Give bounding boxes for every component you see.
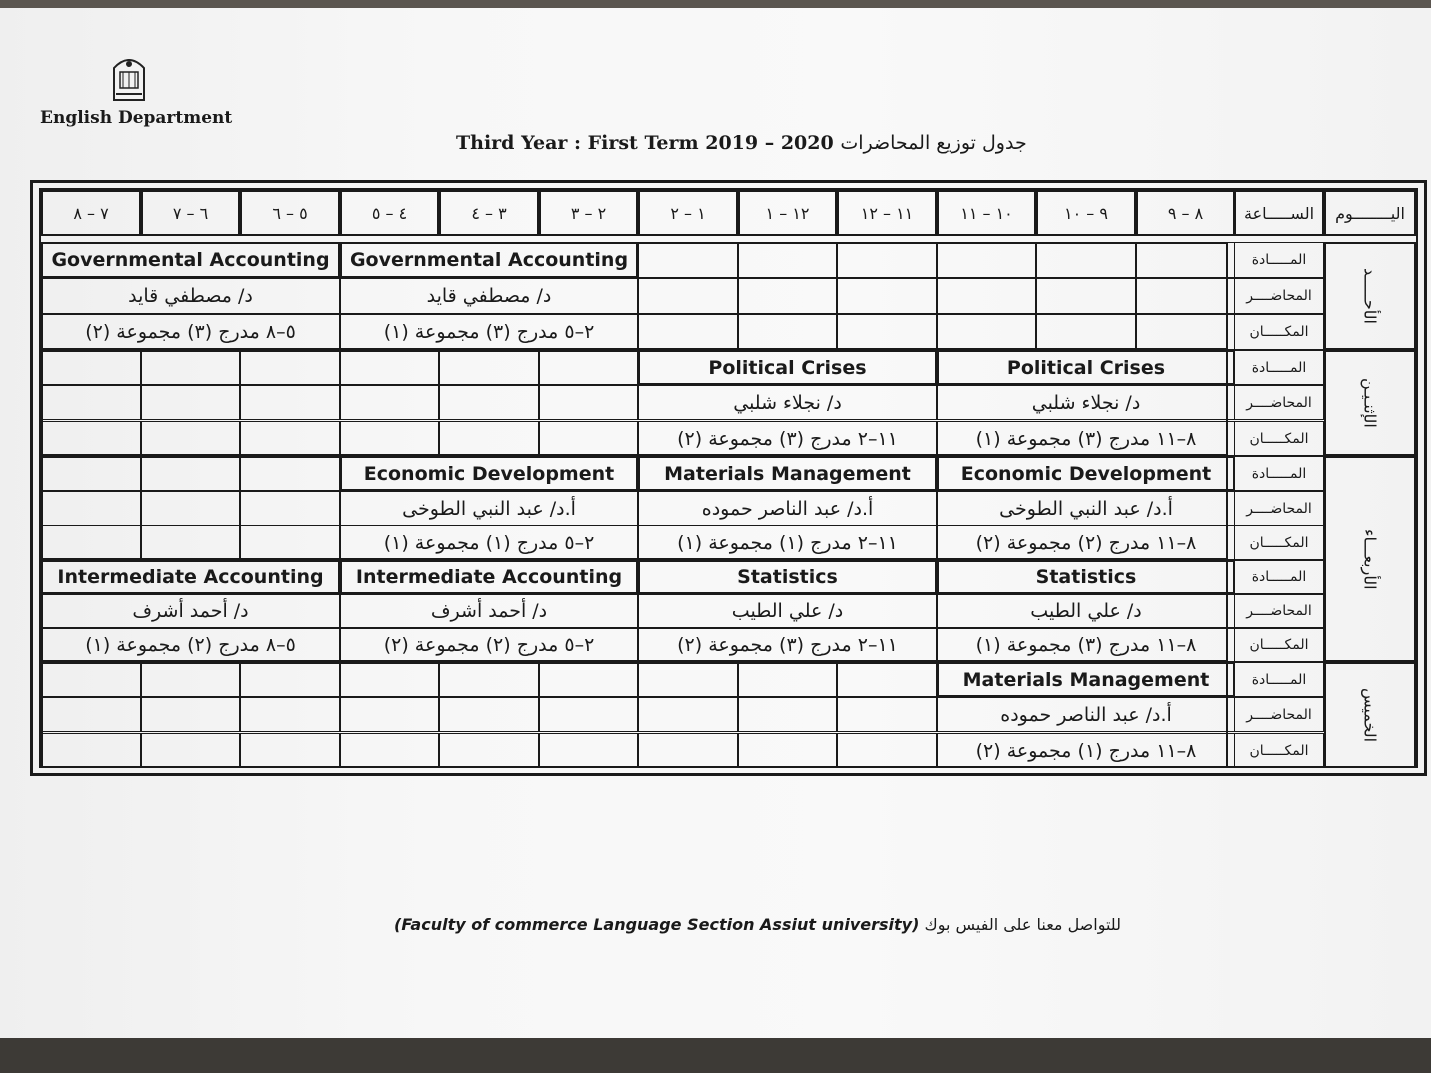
footer-note — [394, 915, 1121, 934]
row-label: المكـــــان — [1234, 314, 1324, 350]
day-name — [1324, 662, 1416, 768]
course-name: Statistics — [638, 560, 937, 594]
empty-cell — [439, 385, 539, 420]
empty-cell — [837, 662, 937, 697]
lecture-place: ١١–٢ مدرج (٣) مجموعة (٢) — [638, 421, 937, 456]
empty-cell — [837, 278, 937, 314]
title-english: Third Year : First Term 2019 – 2020 — [456, 132, 834, 154]
lecture-place: ١١–٢ مدرج (١) مجموعة (١) — [638, 525, 937, 560]
empty-cell — [1036, 278, 1136, 314]
lecturer-name: د/ علي الطيب — [638, 594, 937, 628]
row-label: المحاضــــر — [1234, 594, 1324, 628]
empty-cell — [738, 697, 837, 732]
footer-arabic: للتواصل معنا على الفيس بوك — [924, 915, 1121, 934]
empty-cell — [539, 733, 638, 768]
time-slot-header: ١٢ – ١ — [738, 190, 837, 236]
row-label: المـــــادة — [1234, 456, 1324, 491]
empty-cell — [638, 662, 738, 697]
empty-cell — [439, 662, 539, 697]
lecturer-name: د/ مصطفي قايد — [340, 278, 638, 314]
empty-cell — [937, 242, 1036, 278]
empty-cell — [1136, 314, 1235, 350]
lecture-place: ٢–٥ مدرج (١) مجموعة (١) — [340, 525, 638, 560]
empty-cell — [240, 385, 340, 420]
empty-cell — [41, 350, 141, 385]
day-name — [1324, 242, 1416, 350]
lecturer-name: أ.د/ عبد النبي الطوخى — [937, 491, 1235, 526]
empty-cell — [837, 242, 937, 278]
lecture-place: ٥–٨ مدرج (٢) مجموعة (١) — [41, 628, 340, 662]
lecture-place: ٥–٨ مدرج (٣) مجموعة (٢) — [41, 314, 340, 350]
lecturer-name: د/ أحمد أشرف — [340, 594, 638, 628]
row-label: المكـــــان — [1234, 525, 1324, 560]
empty-cell — [1136, 242, 1235, 278]
empty-cell — [41, 525, 141, 560]
course-name: Political Crises — [937, 350, 1235, 385]
empty-cell — [141, 662, 240, 697]
lecturer-name: أ.د/ عبد الناصر حموده — [638, 491, 937, 526]
empty-cell — [340, 385, 439, 420]
course-name: Intermediate Accounting — [41, 560, 340, 594]
row-label: المكـــــان — [1234, 421, 1324, 456]
time-slot-header: ٢ – ٣ — [539, 190, 638, 236]
empty-cell — [837, 733, 937, 768]
time-slot-header: ٥ – ٦ — [240, 190, 340, 236]
empty-cell — [340, 697, 439, 732]
empty-cell — [41, 733, 141, 768]
course-name: Materials Management — [638, 456, 937, 491]
empty-cell — [340, 733, 439, 768]
course-name: Materials Management — [937, 662, 1235, 697]
empty-cell — [638, 697, 738, 732]
day-label: الإثنـيـن — [1360, 378, 1380, 428]
empty-cell — [141, 697, 240, 732]
empty-cell — [141, 421, 240, 456]
empty-cell — [439, 421, 539, 456]
lecture-place: ٨–١١ مدرج (٣) مجموعة (١) — [937, 421, 1235, 456]
day-name — [1324, 456, 1416, 662]
lecturer-name: د/ أحمد أشرف — [41, 594, 340, 628]
empty-cell — [738, 314, 837, 350]
course-name: Governmental Accounting — [340, 242, 638, 278]
empty-cell — [738, 662, 837, 697]
empty-cell — [738, 733, 837, 768]
empty-cell — [1136, 278, 1235, 314]
empty-cell — [141, 733, 240, 768]
course-name: Political Crises — [638, 350, 937, 385]
schedule-frame — [30, 180, 1427, 776]
empty-cell — [539, 421, 638, 456]
empty-cell — [141, 350, 240, 385]
empty-cell — [41, 697, 141, 732]
lecturer-name: د/ نجلاء شلبي — [937, 385, 1235, 420]
time-slot-header: ٧ – ٨ — [41, 190, 141, 236]
row-label: المكـــــان — [1234, 628, 1324, 662]
footer-english: (Faculty of commerce Language Section Assiut university) — [394, 915, 920, 934]
row-label: المحاضــــر — [1234, 491, 1324, 526]
page-title — [456, 132, 1027, 154]
empty-cell — [539, 385, 638, 420]
empty-cell — [240, 350, 340, 385]
lecturer-name: د/ علي الطيب — [937, 594, 1235, 628]
lecture-place: ٨–١١ مدرج (١) مجموعة (٢) — [937, 733, 1235, 768]
time-slot-header: ٤ – ٥ — [340, 190, 439, 236]
row-label: المكـــــان — [1234, 733, 1324, 768]
empty-cell — [738, 242, 837, 278]
empty-cell — [141, 525, 240, 560]
empty-cell — [1036, 242, 1136, 278]
empty-cell — [240, 491, 340, 526]
empty-cell — [638, 314, 738, 350]
empty-cell — [539, 662, 638, 697]
lecturer-name: أ.د/ عبد النبي الطوخى — [340, 491, 638, 526]
empty-cell — [240, 456, 340, 491]
empty-cell — [638, 278, 738, 314]
time-slot-header: ١٠ – ١١ — [937, 190, 1036, 236]
time-slot-header: ٩ – ١٠ — [1036, 190, 1136, 236]
title-arabic: جدول توزيع المحاضرات — [840, 132, 1027, 154]
empty-cell — [340, 421, 439, 456]
row-label: المحاضــــر — [1234, 385, 1324, 420]
empty-cell — [439, 733, 539, 768]
empty-cell — [638, 733, 738, 768]
empty-cell — [240, 662, 340, 697]
lecture-place: ٨–١١ مدرج (٢) مجموعة (٢) — [937, 525, 1235, 560]
empty-cell — [937, 278, 1036, 314]
row-label: المـــــادة — [1234, 662, 1324, 697]
day-label: الخميس — [1360, 687, 1380, 743]
course-name: Economic Development — [937, 456, 1235, 491]
empty-cell — [340, 662, 439, 697]
empty-cell — [41, 662, 141, 697]
empty-cell — [539, 697, 638, 732]
empty-cell — [638, 242, 738, 278]
empty-cell — [41, 456, 141, 491]
course-name: Statistics — [937, 560, 1235, 594]
course-name: Intermediate Accounting — [340, 560, 638, 594]
course-name: Economic Development — [340, 456, 638, 491]
empty-cell — [439, 350, 539, 385]
lecture-place: ٢–٥ مدرج (٢) مجموعة (٢) — [340, 628, 638, 662]
lecturer-name: د/ مصطفي قايد — [41, 278, 340, 314]
row-label: المحاضــــر — [1234, 278, 1324, 314]
table-surface — [0, 1038, 1431, 1073]
day-header: اليــــــــوم — [1324, 190, 1416, 236]
empty-cell — [340, 350, 439, 385]
row-label: المـــــادة — [1234, 242, 1324, 278]
empty-cell — [837, 314, 937, 350]
lecture-place: ٢–٥ مدرج (٣) مجموعة (١) — [340, 314, 638, 350]
empty-cell — [41, 385, 141, 420]
row-label: المـــــادة — [1234, 560, 1324, 594]
time-slot-header: ٦ – ٧ — [141, 190, 240, 236]
row-label: المـــــادة — [1234, 350, 1324, 385]
empty-cell — [240, 421, 340, 456]
lecture-place: ٨–١١ مدرج (٣) مجموعة (١) — [937, 628, 1235, 662]
empty-cell — [439, 697, 539, 732]
time-slot-header: ٣ – ٤ — [439, 190, 539, 236]
empty-cell — [539, 350, 638, 385]
day-label: الأحـــــد — [1360, 268, 1380, 324]
university-logo-icon — [106, 50, 152, 106]
day-label: الأربعـــاء — [1360, 528, 1380, 590]
time-slot-header: ٨ – ٩ — [1136, 190, 1235, 236]
lecturer-name: أ.د/ عبد الناصر حموده — [937, 697, 1235, 732]
empty-cell — [41, 491, 141, 526]
time-slot-header: ١١ – ١٢ — [837, 190, 937, 236]
empty-cell — [1036, 314, 1136, 350]
empty-cell — [240, 697, 340, 732]
lecture-place: ١١–٢ مدرج (٣) مجموعة (٢) — [638, 628, 937, 662]
row-label: المحاضــــر — [1234, 697, 1324, 732]
empty-cell — [240, 525, 340, 560]
empty-cell — [738, 278, 837, 314]
empty-cell — [141, 385, 240, 420]
empty-cell — [837, 697, 937, 732]
empty-cell — [937, 314, 1036, 350]
schedule-table — [39, 188, 1418, 768]
empty-cell — [240, 733, 340, 768]
time-slot-header: ١ – ٢ — [638, 190, 738, 236]
lecturer-name: د/ نجلاء شلبي — [638, 385, 937, 420]
empty-cell — [141, 491, 240, 526]
day-name — [1324, 350, 1416, 456]
empty-cell — [41, 421, 141, 456]
course-name: Governmental Accounting — [41, 242, 340, 278]
department-name: English Department — [40, 108, 233, 128]
hour-header: الســـــاعة — [1234, 190, 1324, 236]
empty-cell — [141, 456, 240, 491]
